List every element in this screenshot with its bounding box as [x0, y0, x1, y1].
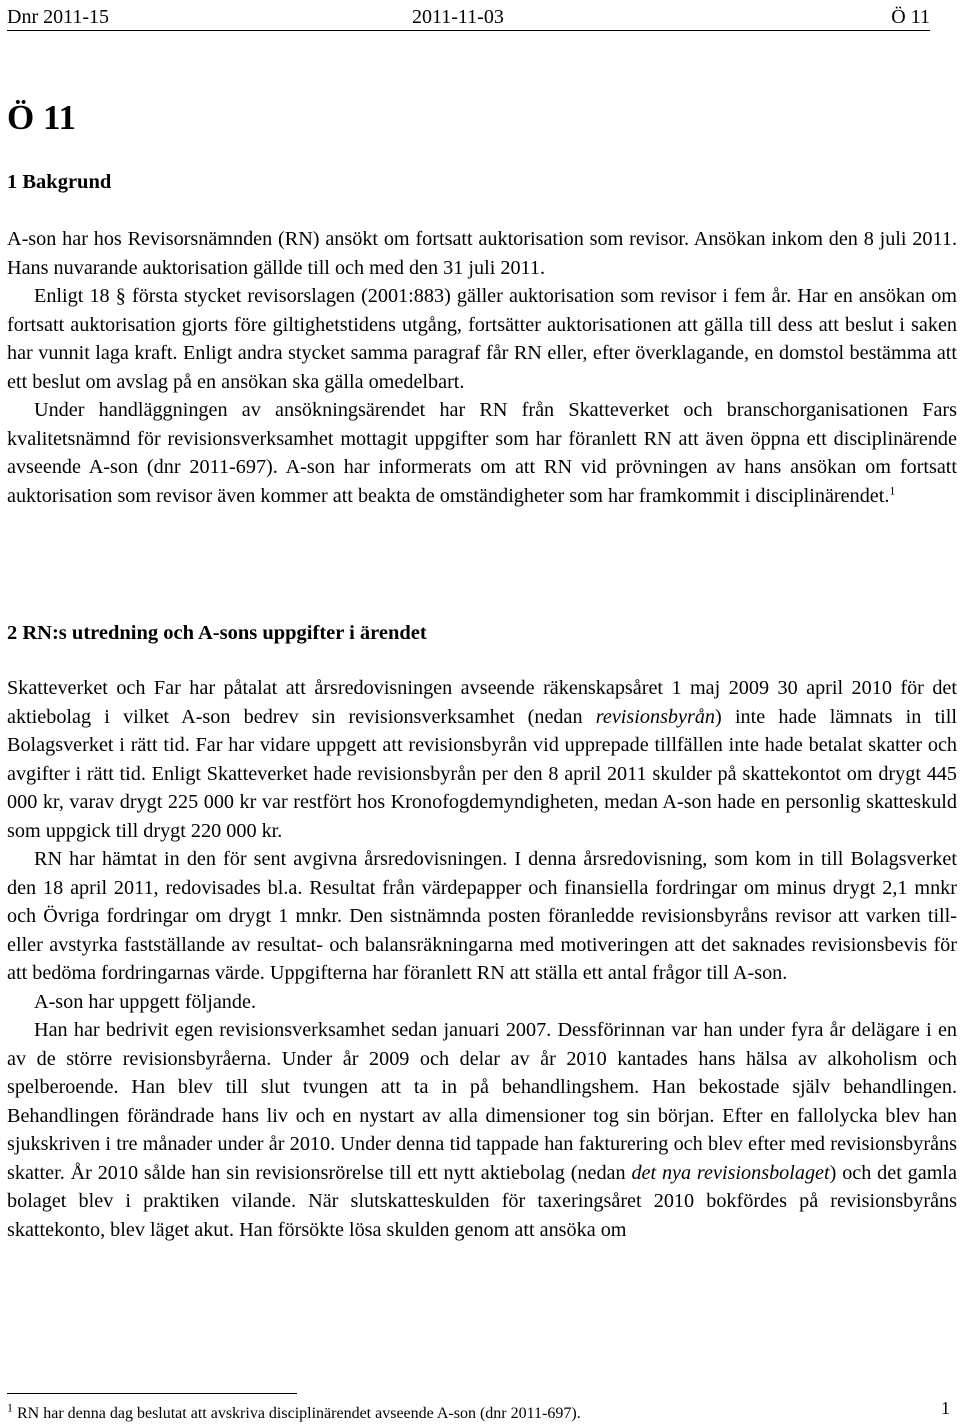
paragraph-text: ) och det gamla bolaget blev i praktiken vilande. När slutskatteskulden för taxeringsåret 2010 bokfördes på revisionsbyråns skattekonto, blev läget akut. Han försökte lösa skulden genom att ansöka om: [7, 1161, 957, 1241]
paragraph-text: Skatteverket och Far har påtalat att årsredovisningen avseende räkenskapsåret 1 maj 2009 30 april 2010 för det aktiebolag i vilket A-son bedrev sin revisionsverksamhet (nedan: [7, 677, 957, 728]
header-reference: Ö 11: [891, 6, 930, 28]
paragraph: A-son har uppgett följande.: [34, 990, 257, 1013]
section-investigation-body: [7, 674, 957, 1244]
footnote-text: RN har denna dag beslutat att avskriva disciplinärendet avseende A-son (dnr 2011-697).: [13, 1405, 581, 1422]
emphasized-term: revisionsbyrån: [595, 705, 716, 728]
footnote-marker: 1: [7, 1400, 13, 1415]
page-header: [7, 4, 930, 31]
page-number: 1: [941, 1398, 950, 1418]
paragraph-text: Han har bedrivit egen revisionsverksamhet sedan januari 2007. Dessförinnan var han under fyra år delägare i en av de större revisionsbyråerna. Under år 2009 och delar av år 2010 kantades hans hälsa av alkoholism och spelberoende. Han blev till slut tvungen att ta in på behandlingshem. Han bekostade själv behandlingen. Behandlingen förändrade hans liv och en nystart av alla dimensioner tog sin början. Efter en fallolycka blev han sjukskriven i tre månader under år 2010. Under denna tid tappade han fakturering och blev efter med revisionsbyråns skatter. År 2010 sålde han sin revisionsrörelse till ett nytt aktiebolag (nedan: [7, 1019, 957, 1184]
paragraph-text: Under handläggningen av ansökningsärendet har RN från Skatteverket och branschorganisationen Fars kvalitetsnämnd för revisionsverksamhet mottagit uppgifter som har föranlett RN att även öppna ett disciplinärende avseende A-son (dnr 2011-697). A-son har informerats om att RN vid prövningen av hans ansökan om fortsatt auktorisation som revisor även kommer att beakta de omständigheter som har framkommit i disciplinärendet.: [7, 399, 957, 507]
paragraph: A-son har hos Revisorsnämnden (RN) ansökt om fortsatt auktorisation som revisor. Ansökan inkom den 8 juli 2011. Hans nuvarande auktorisation gällde till och med den 31 juli 2011.: [7, 228, 957, 279]
paragraph-text: ) inte hade lämnats in till Bolagsverket i rätt tid. Far har vidare uppgett att revisionsbyrån vid upprepade tillfällen inte hade betalat skatter och avgifter i rätt tid. Enligt Skatteverket hade revisionsbyrån per den 8 april 2011 skulder på skattekontot om drygt 445 000 kr, varav drygt 225 000 kr var restfört hos Kronofogdemyndigheten, medan A-son hade en personlig skatteskuld som uppgick till drygt 220 000 kr.: [7, 705, 958, 842]
section-heading-investigation: 2 RN:s utredning och A-sons uppgifter i ärendet: [7, 622, 427, 644]
paragraph: [7, 674, 957, 845]
footnote-reference[interactable]: 1: [889, 482, 896, 497]
section-heading-background: 1 Bakgrund: [7, 171, 112, 193]
footnote-separator: [7, 1393, 297, 1394]
section-background-body: [7, 225, 957, 510]
header-case-number: Dnr 2011-15: [7, 6, 110, 28]
paragraph: RN har hämtat in den för sent avgivna årsredovisningen. I denna årsredovisning, som kom in till Bolagsverket den 18 april 2011, redovisades bl.a. Resultat från värdepapper och finansiella fordringar om minus drygt 2,1 mnkr och Övriga fordringar om drygt 1 mnkr. Den sistnämnda posten föranledde revisionsbyråns revisor att varken till- eller avstyrka fastställande av resultat- och balansräkningarna med motiveringen att det saknades revisionsbevis för att bedöma fordringarnas värde. Uppgifterna har föranlett RN att ställa ett antal frågor till A-son.: [7, 848, 957, 984]
paragraph: [7, 1016, 957, 1244]
header-date: 2011-11-03: [412, 6, 504, 28]
emphasized-term: det nya revisionsbolaget: [631, 1161, 830, 1184]
paragraph: [7, 396, 957, 510]
paragraph: Enligt 18 § första stycket revisorslagen (2001:883) gäller auktorisation som revisor i fem år. Har en ansökan om fortsatt auktorisation gjorts före giltighetstidens utgång, fortsätter auktorisationen att gälla till dess att beslut i saken har vunnit laga kraft. Enligt andra stycket samma paragraf får RN eller, efter överklagande, en domstol bestämma att ett beslut om avslag på en ansökan ska gälla omedelbart.: [7, 285, 957, 393]
document-title: Ö 11: [7, 98, 77, 137]
footnote: [7, 1400, 581, 1424]
